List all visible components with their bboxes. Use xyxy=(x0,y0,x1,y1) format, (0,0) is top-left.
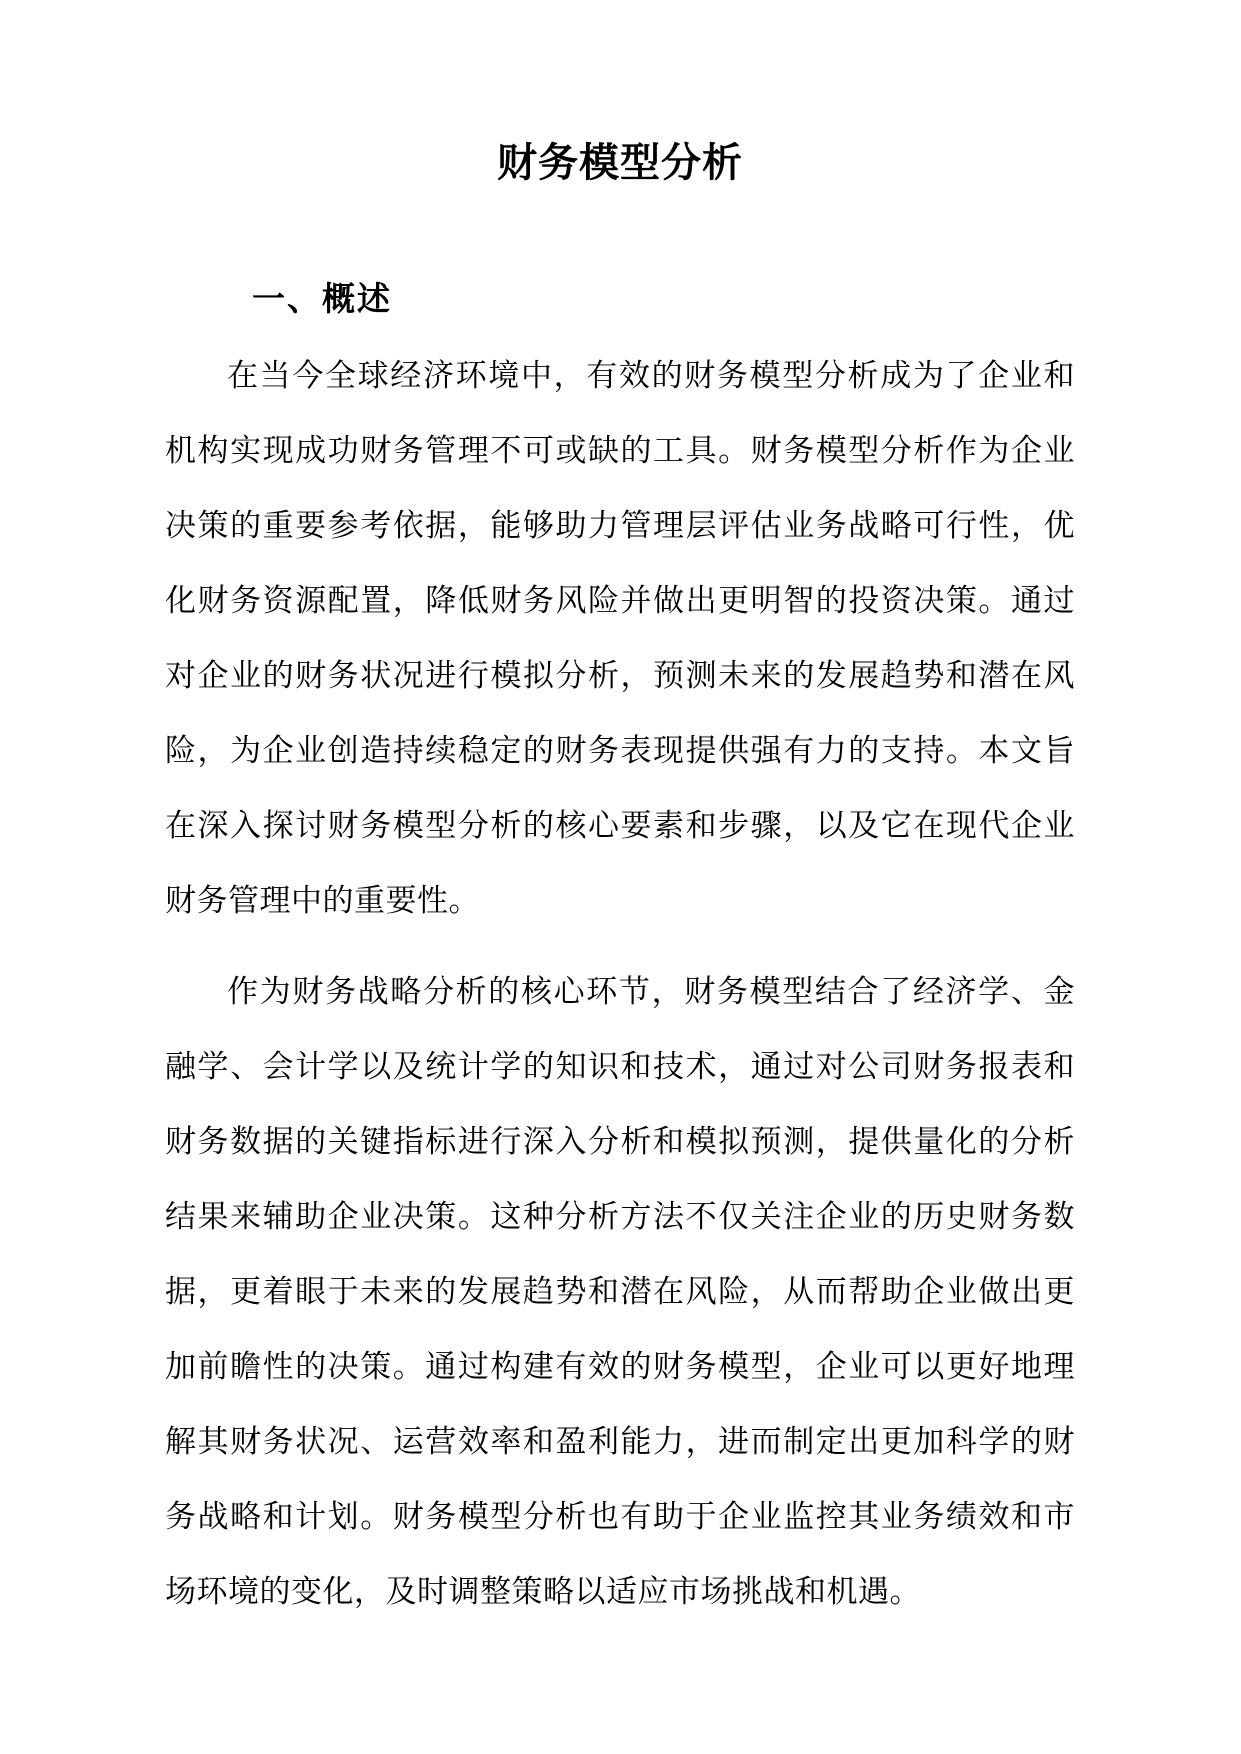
paragraph-overview-1: 在当今全球经济环境中，有效的财务模型分析成为了企业和机构实现成功财务管理不可或缺的工具。财务模型分析作为企业决策的重要参考依据，能够助力管理层评估业务战略可行性，优化财务资源配置，降低财务风险并做出更明智的投资决策。通过对企业的财务状况进行模拟分析，预测未来的发展趋势和潜在风险，为企业创造持续稳定的财务表现提供强有力的支持。本文旨在深入探讨财务模型分析的核心要素和步骤，以及它在现代企业财务管理中的重要性。 xyxy=(165,357,1075,918)
section-heading-overview: 一、概述 xyxy=(252,282,392,318)
document-title: 财务模型分析 xyxy=(497,140,743,185)
paragraph-overview-2: 作为财务战略分析的核心环节，财务模型结合了经济学、金融学、会计学以及统计学的知识和技术，通过对公司财务报表和财务数据的关键指标进行深入分析和模拟预测，提供量化的分析结果来辅助企业决策。这种分析方法不仅关注企业的历史财务数据，更着眼于未来的发展趋势和潜在风险，从而帮助企业做出更加前瞻性的决策。通过构建有效的财务模型，企业可以更好地理解其财务状况、运营效率和盈利能力，进而制定出更加科学的财务战略和计划。财务模型分析也有助于企业监控其业务绩效和市场环境的变化，及时调整策略以适应市场挑战和机遇。 xyxy=(165,973,1075,1609)
